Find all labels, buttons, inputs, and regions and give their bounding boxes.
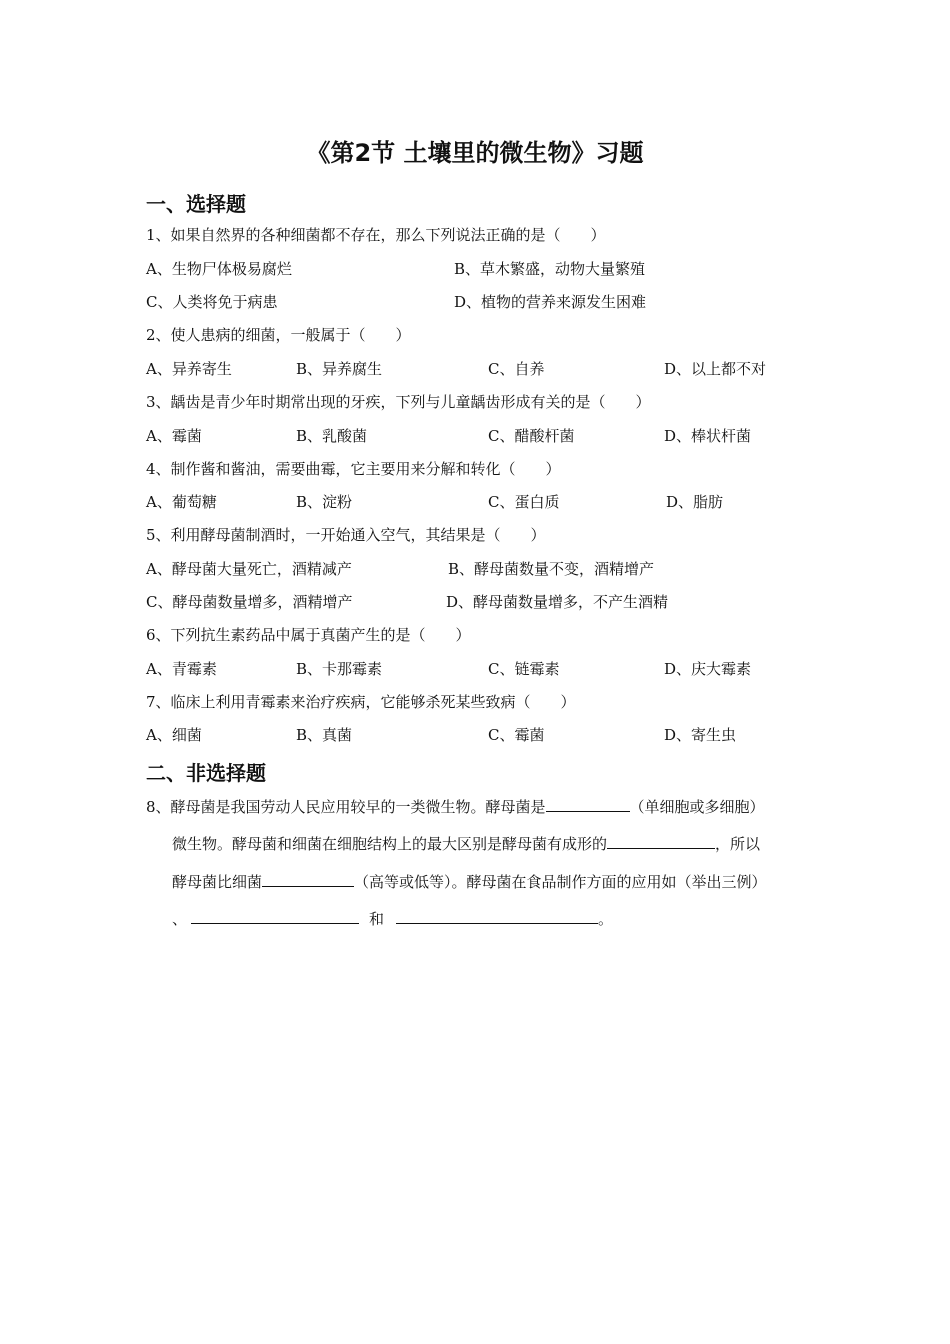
question-6: 6、下列抗生素药品中属于真菌产生的是（ ） <box>146 626 471 644</box>
option: C、醋酸杆菌 <box>488 427 575 445</box>
question-4: 4、制作酱和酱油，需要曲霉，它主要用来分解和转化（ ） <box>146 460 561 478</box>
question-8-line-4 <box>172 907 613 929</box>
option: B、淀粉 <box>296 493 353 511</box>
option: A、霉菌 <box>146 427 202 445</box>
option: A、生物尸体极易腐烂 <box>146 260 292 278</box>
option: B、乳酸菌 <box>296 427 368 445</box>
page-title: 《第2节 土壤里的微生物》习题 <box>306 139 644 167</box>
option: C、酵母菌数量增多，酒精增产 <box>146 593 353 611</box>
option: D、棒状杆菌 <box>664 427 752 445</box>
option: C、自养 <box>488 360 545 378</box>
q8-text: （单细胞或多细胞） <box>629 798 765 816</box>
answer-blank-example-3[interactable] <box>396 907 598 924</box>
option: D、庆大霉素 <box>664 660 752 678</box>
answer-blank-level[interactable] <box>262 870 354 887</box>
question-8-line-2 <box>172 832 760 854</box>
option: B、草木繁盛，动物大量繁殖 <box>454 260 646 278</box>
question-2: 2、使人患病的细菌，一般属于（ ） <box>146 326 411 344</box>
q8-text: 。 <box>598 910 614 928</box>
question-8-line-3 <box>172 870 767 892</box>
option: A、酵母菌大量死亡，酒精减产 <box>146 560 352 578</box>
answer-blank-cell-type[interactable] <box>546 795 630 812</box>
option: D、以上都不对 <box>664 360 767 378</box>
question-8-line-1 <box>146 795 765 817</box>
q8-text: 8、酵母菌是我国劳动人民应用较早的一类微生物。酵母菌是 <box>146 798 546 816</box>
option: C、链霉素 <box>488 660 560 678</box>
option: C、人类将免于病患 <box>146 293 278 311</box>
q8-text: 和 <box>369 910 385 928</box>
question-7: 7、临床上利用青霉素来治疗疾病，它能够杀死某些致病（ ） <box>146 693 576 711</box>
option: D、脂肪 <box>666 493 724 511</box>
option: C、蛋白质 <box>488 493 560 511</box>
option: A、异养寄生 <box>146 360 232 378</box>
option: A、葡萄糖 <box>146 493 217 511</box>
option: A、细菌 <box>146 726 202 744</box>
answer-blank-nucleus[interactable] <box>607 832 715 849</box>
option: B、异养腐生 <box>296 360 383 378</box>
option: D、寄生虫 <box>664 726 737 744</box>
question-1: 1、如果自然界的各种细菌都不存在，那么下列说法正确的是（ ） <box>146 226 606 244</box>
option: D、植物的营养来源发生困难 <box>454 293 647 311</box>
section-heading-choice: 一、选择题 <box>146 192 246 216</box>
option: B、酵母菌数量不变，酒精增产 <box>448 560 655 578</box>
question-5: 5、利用酵母菌制酒时，一开始通入空气，其结果是（ ） <box>146 526 546 544</box>
option: D、酵母菌数量增多，不产生酒精 <box>446 593 669 611</box>
q8-text: 、 <box>172 910 188 928</box>
option: B、真菌 <box>296 726 353 744</box>
option: C、霉菌 <box>488 726 545 744</box>
answer-blank-example-2[interactable] <box>191 907 359 924</box>
option: A、青霉素 <box>146 660 217 678</box>
q8-text: 微生物。酵母菌和细菌在细胞结构上的最大区别是酵母菌有成形的 <box>172 835 608 853</box>
q8-text: （高等或低等）。酵母菌在食品制作方面的应用如（举出三例） <box>354 873 767 891</box>
section-heading-open: 二、非选择题 <box>146 761 266 785</box>
q8-text: 酵母菌比细菌 <box>172 873 263 891</box>
question-3: 3、龋齿是青少年时期常出现的牙疾，下列与儿童龋齿形成有关的是（ ） <box>146 393 651 411</box>
option: B、卡那霉素 <box>296 660 383 678</box>
q8-text: ，所以 <box>715 835 761 853</box>
